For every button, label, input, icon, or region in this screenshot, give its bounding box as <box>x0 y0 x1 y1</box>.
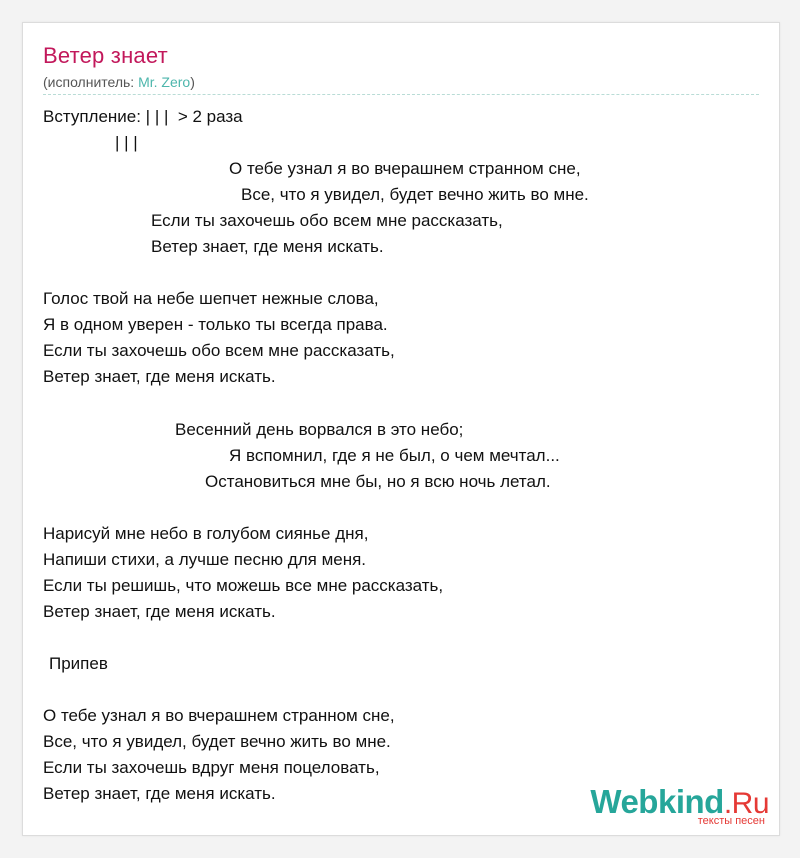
logo-tagline: тексты песен <box>697 815 765 827</box>
lyric-line: О тебе узнал я во вчерашнем странном сне, <box>43 706 395 725</box>
lyric-line: Напиши стихи, а лучше песню для меня. <box>43 550 367 569</box>
lyric-line: Остановиться мне бы, но я всю ночь летал. <box>205 472 551 491</box>
lyric-line: Ветер знает, где меня искать. <box>43 367 276 386</box>
lyric-line: Весенний день ворвался в это небо; <box>175 420 464 439</box>
artist-name-link[interactable]: Mr. Zero <box>138 74 191 90</box>
lyric-line: Все, что я увидел, будет вечно жить во мне. <box>43 732 391 751</box>
lyric-line: Вступление: | | | > 2 раза <box>43 107 243 126</box>
dashed-divider <box>43 94 759 95</box>
lyric-line: Если ты захочешь обо всем мне рассказать, <box>43 341 395 360</box>
lyric-line: Если ты захочешь обо всем мне рассказать, <box>151 211 503 230</box>
lyric-line: Если ты захочешь вдруг меня поцеловать, <box>43 758 380 777</box>
lyric-line: Все, что я увидел, будет вечно жить во мне. <box>241 185 589 204</box>
logo-suffix: .Ru <box>723 787 769 820</box>
song-title: Ветер знает <box>43 43 168 68</box>
lyric-line: Ветер знает, где меня искать. <box>43 602 276 621</box>
lyric-line: Нарисуй мне небо в голубом сиянье дня, <box>43 524 369 543</box>
lyrics-card <box>22 22 780 836</box>
lyric-line: Ветер знает, где меня искать. <box>43 784 276 803</box>
webkind-logo[interactable] <box>590 785 769 827</box>
artist-close: ) <box>190 74 195 90</box>
lyric-line: Я вспомнил, где я не был, о чем мечтал... <box>229 446 560 465</box>
artist-label: (исполнитель: <box>43 74 135 90</box>
lyric-line: О тебе узнал я во вчерашнем странном сне, <box>229 159 581 178</box>
artist-line <box>43 74 195 90</box>
lyric-line: | | | <box>115 133 138 152</box>
lyric-line: Ветер знает, где меня искать. <box>151 237 384 256</box>
lyric-line: Голос твой на небе шепчет нежные слова, <box>43 289 379 308</box>
logo-main-text: Webkind <box>590 783 724 820</box>
lyric-line-chorus: Припев <box>49 654 108 673</box>
lyric-line: Я в одном уверен - только ты всегда права. <box>43 315 388 334</box>
lyric-line: Если ты решишь, что можешь все мне рассказать, <box>43 576 444 595</box>
